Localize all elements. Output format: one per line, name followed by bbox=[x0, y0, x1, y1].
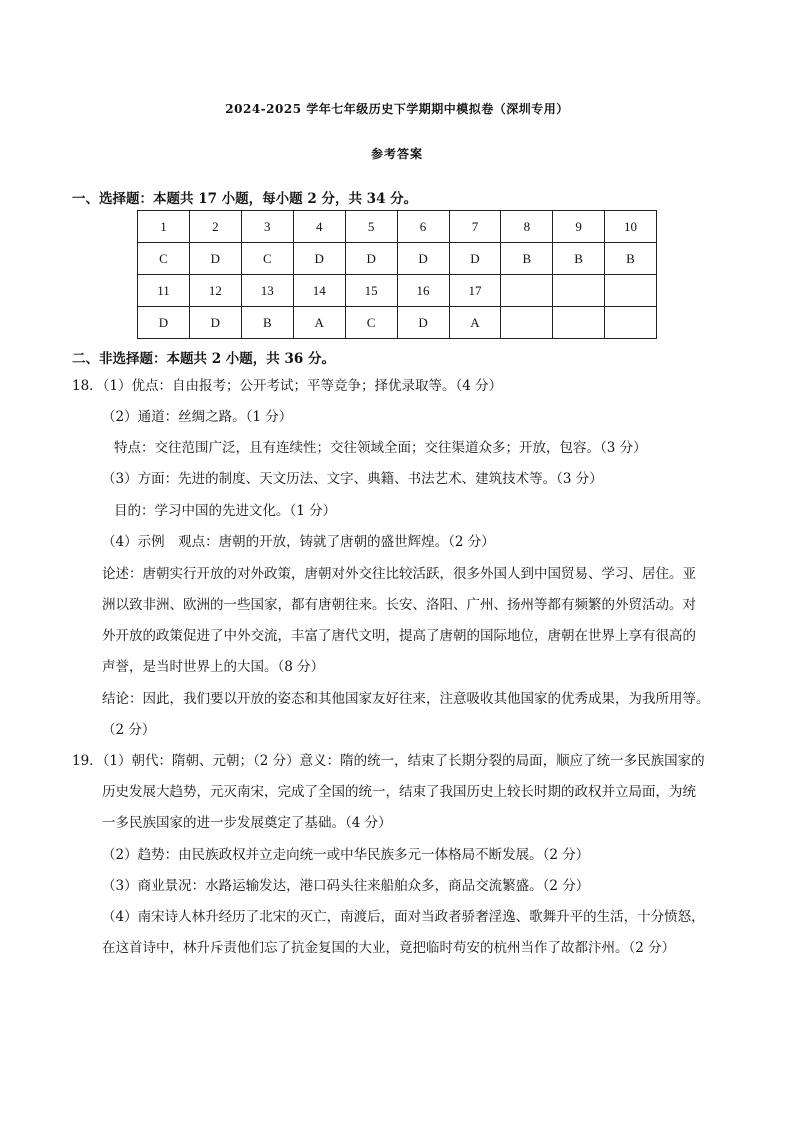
question-number: 17 bbox=[449, 275, 501, 307]
empty-cell bbox=[605, 307, 657, 339]
question-number: 15 bbox=[345, 275, 397, 307]
answer-line: 19．（1）朝代：隋朝、元朝；（2 分）意义：隋的统一，结束了长期分裂的局面，顺应了统一多民族国家的 bbox=[72, 753, 705, 769]
answer-table bbox=[137, 210, 657, 339]
table-row bbox=[138, 275, 657, 307]
answer-line: 声誉，是当时世界上的大国。（8 分） bbox=[102, 659, 325, 675]
table-row bbox=[138, 307, 657, 339]
section-nonchoice-heading: 二、非选择题：本题共 2 小题，共 36 分。 bbox=[72, 351, 335, 367]
empty-cell bbox=[605, 275, 657, 307]
question-number: 4 bbox=[293, 211, 345, 243]
empty-cell bbox=[501, 307, 553, 339]
answer-cell: A bbox=[293, 307, 345, 339]
answer-cell: D bbox=[397, 243, 449, 275]
answer-cell: C bbox=[241, 243, 293, 275]
answer-cell: D bbox=[293, 243, 345, 275]
answer-line: 洲以致非洲、欧洲的一些国家，都有唐朝往来。长安、洛阳、广州、扬州等都有频繁的外贸活动。对 bbox=[102, 597, 696, 613]
answer-cell: D bbox=[397, 307, 449, 339]
answer-cell: B bbox=[553, 243, 605, 275]
table-row bbox=[138, 211, 657, 243]
answer-cell: C bbox=[138, 243, 190, 275]
answer-line: 外开放的政策促进了中外交流，丰富了唐代文明，提高了唐朝的国际地位，唐朝在世界上享有很高的 bbox=[102, 628, 696, 644]
answer-line: 18．（1）优点：自由报考；公开考试；平等竞争；择优录取等。（4 分） bbox=[72, 378, 503, 394]
empty-cell bbox=[501, 275, 553, 307]
answer-cell: D bbox=[189, 243, 241, 275]
question-number: 11 bbox=[138, 275, 190, 307]
question-number: 3 bbox=[241, 211, 293, 243]
answer-line: 一多民族国家的进一步发展奠定了基础。（4 分） bbox=[102, 815, 392, 831]
question-number: 6 bbox=[397, 211, 449, 243]
question-number: 14 bbox=[293, 275, 345, 307]
answer-line: 历史发展大趋势，元灭南宋，完成了全国的统一，结束了我国历史上较长时期的政权并立局面，为统 bbox=[102, 784, 696, 800]
document-title: 2024-2025 学年七年级历史下学期期中模拟卷（深圳专用） bbox=[225, 102, 569, 116]
answer-line: 论述：唐朝实行开放的对外政策，唐朝对外交往比较活跃，很多外国人到中国贸易、学习、居住。亚 bbox=[102, 566, 696, 582]
question-number: 10 bbox=[605, 211, 657, 243]
answer-line: （4）南宋诗人林升经历了北宋的灭亡，南渡后，面对当政者骄奢淫逸、歌舞升平的生活，十分愤怒， bbox=[102, 909, 705, 925]
section-choice-heading: 一、选择题：本题共 17 小题，每小题 2 分，共 34 分。 bbox=[72, 191, 418, 207]
question-number: 1 bbox=[138, 211, 190, 243]
answer-line: （3）方面：先进的制度、天文历法、文字、典籍、书法艺术、建筑技术等。（3 分） bbox=[102, 471, 603, 487]
question-number: 8 bbox=[501, 211, 553, 243]
answer-line: 结论：因此，我们要以开放的姿态和其他国家友好往来，注意吸收其他国家的优秀成果，为我所用等。 bbox=[102, 691, 710, 707]
question-number: 16 bbox=[397, 275, 449, 307]
answer-cell: A bbox=[449, 307, 501, 339]
answer-line: （4）示例 观点：唐朝的开放，铸就了唐朝的盛世辉煌。（2 分） bbox=[102, 534, 495, 550]
question-number: 9 bbox=[553, 211, 605, 243]
answer-cell: C bbox=[345, 307, 397, 339]
question-number: 2 bbox=[189, 211, 241, 243]
question-number: 12 bbox=[189, 275, 241, 307]
answer-cell: D bbox=[138, 307, 190, 339]
question-number: 5 bbox=[345, 211, 397, 243]
answer-line: 特点：交往范围广泛，且有连续性；交往领域全面；交往渠道众多；开放，包容。（3 分） bbox=[114, 440, 647, 456]
question-number: 7 bbox=[449, 211, 501, 243]
empty-cell bbox=[553, 307, 605, 339]
answer-cell: D bbox=[449, 243, 501, 275]
answer-line: （2 分） bbox=[102, 722, 156, 738]
answer-line: 在这首诗中，林升斥责他们忘了抗金复国的大业，竟把临时苟安的杭州当作了故都汴州。（2 分） bbox=[102, 940, 676, 956]
question-number: 13 bbox=[241, 275, 293, 307]
empty-cell bbox=[553, 275, 605, 307]
answer-cell: B bbox=[241, 307, 293, 339]
answer-line: 目的：学习中国的先进文化。（1 分） bbox=[114, 503, 337, 519]
answer-cell: D bbox=[189, 307, 241, 339]
answer-line: （2）通道：丝绸之路。（1 分） bbox=[102, 409, 293, 425]
table-row bbox=[138, 243, 657, 275]
answer-line: （3）商业景况：水路运输发达，港口码头往来船舶众多，商品交流繁盛。（2 分） bbox=[102, 878, 590, 894]
document-subtitle: 参考答案 bbox=[370, 147, 423, 161]
answer-cell: D bbox=[345, 243, 397, 275]
answer-cell: B bbox=[605, 243, 657, 275]
answer-cell: B bbox=[501, 243, 553, 275]
answer-line: （2）趋势：由民族政权并立走向统一或中华民族多元一体格局不断发展。（2 分） bbox=[102, 847, 590, 863]
